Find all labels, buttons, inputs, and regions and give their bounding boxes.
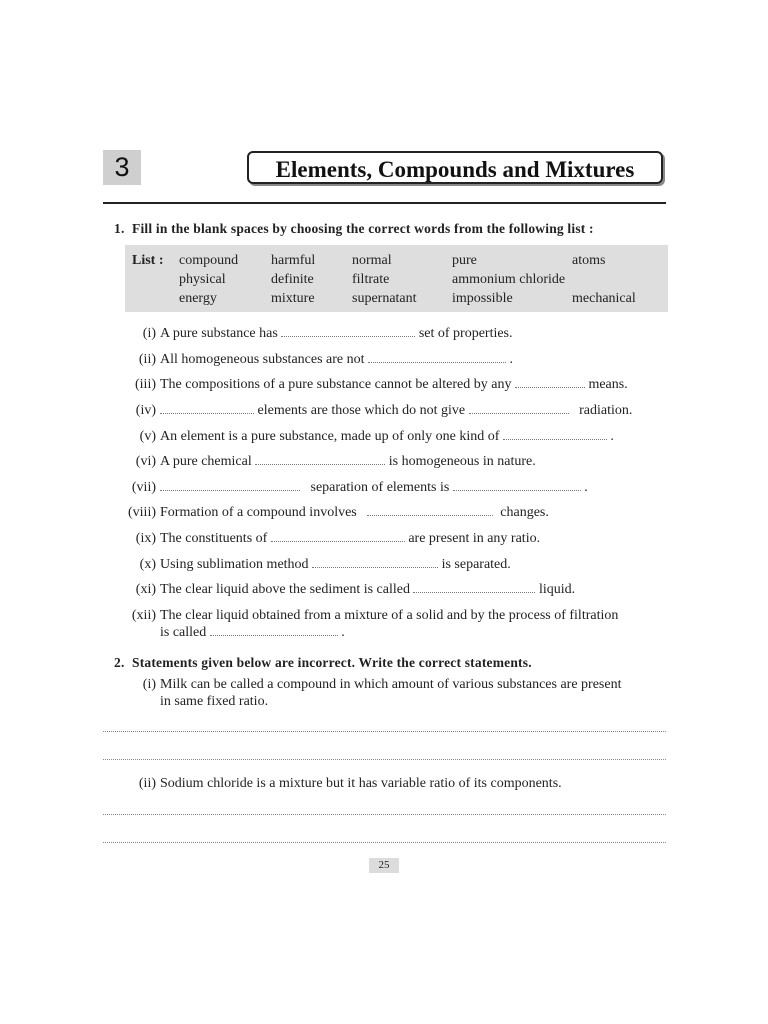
item-numeral: (iii): [135, 377, 156, 392]
list-word: physical: [179, 272, 226, 287]
blank-line[interactable]: [160, 480, 300, 491]
item-numeral: (vi): [135, 454, 156, 469]
item-text: are present in any ratio.: [408, 531, 541, 546]
item-numeral: (i): [142, 677, 156, 692]
list-word: normal: [352, 253, 392, 268]
statement-text: Sodium chloride is a mixture but it has variable ratio of its components.: [160, 776, 562, 791]
blank-line[interactable]: [413, 582, 535, 593]
item-text: is called: [160, 625, 207, 640]
question-1-heading: [114, 221, 594, 237]
list-word: impossible: [452, 291, 513, 306]
blank-line[interactable]: [453, 480, 581, 491]
item-text: An element is a pure substance, made up of only one kind of: [160, 429, 500, 444]
list-word: supernatant: [352, 291, 417, 306]
item-text: radiation.: [579, 403, 633, 418]
item-text: .: [610, 429, 614, 444]
blank-line[interactable]: [160, 403, 254, 414]
item-numeral: (xii): [131, 608, 156, 623]
list-word: filtrate: [352, 272, 390, 287]
item-text: .: [509, 352, 514, 367]
question-text: Statements given below are incorrect. Write the correct statements.: [132, 655, 532, 670]
item-text: Formation of a compound involves: [160, 505, 357, 520]
word-list-box: [125, 245, 668, 312]
answer-line[interactable]: [103, 731, 666, 732]
question-number: 1.: [114, 221, 125, 236]
blank-line[interactable]: [368, 352, 506, 363]
blank-line[interactable]: [515, 377, 585, 388]
statement-text: in same fixed ratio.: [160, 694, 269, 709]
list-word: definite: [271, 272, 314, 287]
item-text: Using sublimation method: [160, 557, 309, 572]
question-number: 2.: [114, 655, 125, 670]
list-word: atoms: [572, 253, 606, 268]
blank-line[interactable]: [312, 557, 438, 568]
item-numeral: (ii): [138, 776, 156, 791]
item-text: is separated.: [441, 557, 511, 572]
item-text: .: [341, 625, 345, 640]
answer-line[interactable]: [103, 842, 666, 843]
blank-line[interactable]: [210, 625, 338, 636]
item-numeral: (vii): [131, 480, 156, 495]
item-numeral: (ii): [138, 352, 156, 367]
blank-line[interactable]: [469, 403, 569, 414]
question-2-heading: [114, 655, 532, 671]
blank-line[interactable]: [367, 505, 493, 516]
question-text: Fill in the blank spaces by choosing the correct words from the following list :: [132, 221, 594, 236]
item-numeral: (i): [142, 326, 156, 341]
list-word: energy: [179, 291, 217, 306]
item-text: A pure chemical: [160, 454, 252, 469]
list-word: compound: [179, 253, 239, 268]
item-text: separation of elements is: [310, 480, 450, 495]
item-text: is homogeneous in nature.: [388, 454, 536, 469]
item-numeral: (x): [139, 557, 156, 572]
list-word: mixture: [271, 291, 315, 306]
blank-line[interactable]: [503, 429, 607, 440]
item-text: The constituents of: [160, 531, 268, 546]
item-text: The compositions of a pure substance cannot be altered by any: [160, 377, 512, 392]
list-word: mechanical: [572, 291, 636, 306]
item-text: A pure substance has: [160, 326, 278, 341]
title-rule: [103, 202, 666, 204]
item-numeral: (xi): [135, 582, 156, 597]
item-text: changes.: [500, 505, 549, 520]
page-number: 25: [369, 858, 399, 873]
item-numeral: (iv): [135, 403, 156, 418]
item-text: .: [584, 480, 588, 495]
item-text: means.: [588, 377, 628, 392]
blank-line[interactable]: [255, 454, 385, 465]
list-label: List :: [132, 253, 164, 268]
item-text: The clear liquid above the sediment is called: [160, 582, 410, 597]
chapter-number: 3: [103, 150, 141, 185]
item-text: liquid.: [538, 582, 576, 597]
list-word: harmful: [271, 253, 316, 268]
item-text: All homogeneous substances are not: [160, 352, 365, 367]
chapter-title: Elements, Compounds and Mixtures: [247, 151, 663, 184]
item-text: elements are those which do not give: [257, 403, 466, 418]
blank-line[interactable]: [281, 326, 415, 337]
blank-line[interactable]: [271, 531, 405, 542]
item-text: The clear liquid obtained from a mixture of a solid and by the process of filtration: [160, 608, 619, 623]
item-numeral: (v): [139, 429, 156, 444]
item-numeral: (ix): [135, 531, 156, 546]
list-word: ammonium chloride: [452, 272, 566, 287]
item-numeral: (viii): [128, 505, 156, 520]
list-word: pure: [452, 253, 477, 268]
answer-line[interactable]: [103, 814, 666, 815]
item-text: set of properties.: [418, 326, 513, 341]
answer-line[interactable]: [103, 759, 666, 760]
statement-text: Milk can be called a compound in which amount of various substances are present: [160, 677, 622, 692]
